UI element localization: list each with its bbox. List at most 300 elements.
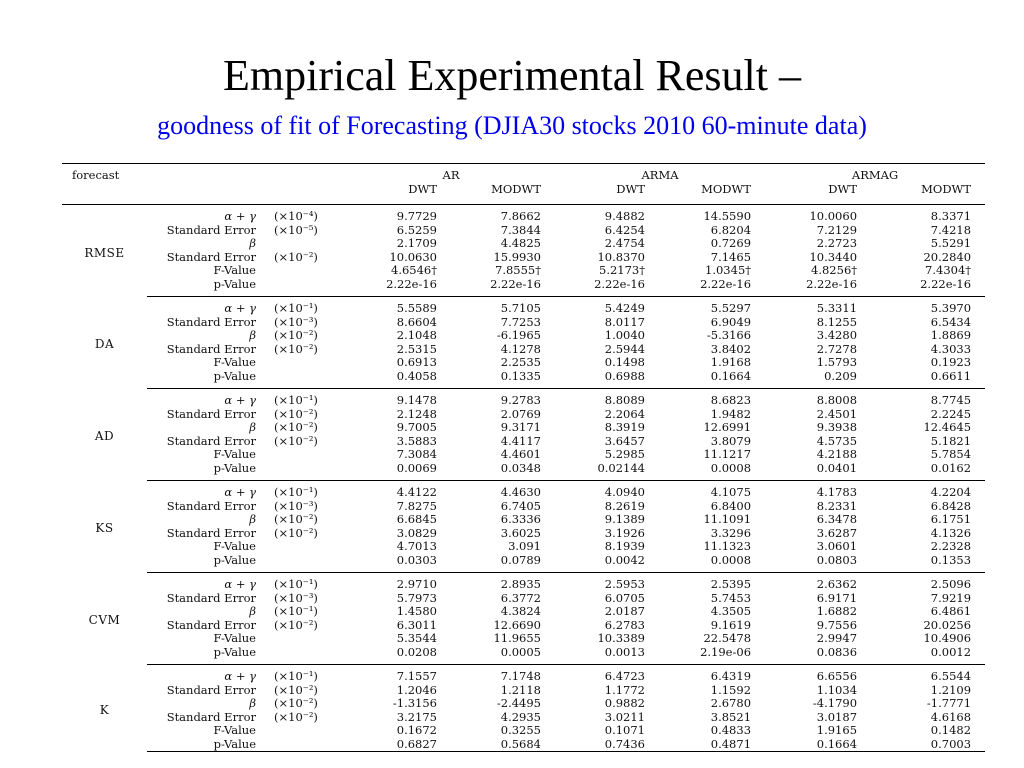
- value-cell: 4.6546†: [391, 263, 437, 277]
- scale-factor: (×10⁻¹): [274, 393, 318, 407]
- table-row: [62, 738, 985, 752]
- value-cell: 3.0601: [816, 539, 858, 553]
- value-cell: 0.0836: [765, 646, 871, 665]
- value-cell: 7.8275: [396, 498, 437, 513]
- value-cell: 4.4630: [500, 485, 541, 499]
- value-cell: 6.9171: [816, 590, 858, 605]
- value-cell: 6.2783: [604, 617, 645, 632]
- stat-label: α + γ: [224, 209, 256, 223]
- stat-label: β: [249, 604, 256, 618]
- value-cell: 15.9930: [493, 249, 541, 264]
- corner-label: forecast: [62, 164, 147, 183]
- value-cell: 3.0211: [604, 709, 645, 724]
- subheader-modwt: MODWT: [451, 182, 555, 205]
- value-cell: 0.0005: [451, 646, 555, 665]
- value-cell: 5.7973: [396, 590, 437, 605]
- value-cell: 6.3478: [816, 512, 858, 526]
- scale-factor: (×10⁻¹): [274, 301, 318, 315]
- stat-label: F-Value: [213, 263, 256, 277]
- value-cell: -4.1790: [812, 696, 858, 710]
- value-cell: 0.6913: [396, 355, 437, 369]
- value-cell: 1.6882: [816, 604, 858, 618]
- scale-factor: (×10⁻²): [274, 433, 318, 448]
- value-cell: 8.1939: [604, 539, 645, 553]
- value-cell: 0.7003: [871, 738, 985, 752]
- table-row: [62, 224, 985, 238]
- table-row: [62, 435, 985, 449]
- scale-factor: [262, 278, 347, 297]
- value-cell: 4.1326: [930, 525, 972, 540]
- value-cell: 2.5096: [930, 577, 972, 591]
- scale-factor: (×10⁻³): [274, 498, 318, 513]
- value-cell: 2.6780: [710, 696, 752, 710]
- value-cell: 0.1923: [930, 355, 972, 369]
- value-cell: 3.8402: [710, 341, 752, 356]
- value-cell: 4.2188: [816, 447, 858, 461]
- table-row: [62, 697, 985, 711]
- value-cell: 1.8869: [930, 328, 972, 342]
- value-cell: 10.8370: [597, 249, 645, 264]
- stat-label: Standard Error: [166, 341, 256, 356]
- value-cell: 2.2328: [930, 539, 972, 553]
- value-cell: 2.22e-16: [765, 278, 871, 297]
- table-row: [62, 237, 985, 251]
- value-cell: -6.1965: [496, 328, 541, 342]
- value-cell: 9.2783: [500, 393, 541, 407]
- value-cell: 0.1482: [930, 723, 972, 737]
- table-row: [62, 513, 985, 527]
- value-cell: 7.9219: [930, 590, 972, 605]
- value-cell: 5.7453: [710, 590, 752, 605]
- slide-title: Empirical Experimental Result –: [223, 51, 801, 100]
- value-cell: 4.4122: [396, 485, 437, 499]
- value-cell: 8.0117: [604, 314, 645, 329]
- value-cell: 9.1478: [396, 393, 437, 407]
- value-cell: 2.9710: [396, 577, 437, 591]
- value-cell: 6.4723: [604, 669, 645, 683]
- value-cell: 1.5793: [816, 355, 858, 369]
- scale-factor: [262, 646, 347, 665]
- value-cell: 11.1217: [703, 447, 752, 461]
- value-cell: 4.4601: [500, 447, 541, 461]
- subheader-modwt: MODWT: [659, 182, 765, 205]
- value-cell: 7.1748: [500, 669, 541, 683]
- value-cell: 10.0060: [809, 209, 858, 223]
- slide-subtitle: goodness of fit of Forecasting (DJIA30 stocks 2010 60-minute data): [157, 111, 867, 140]
- value-cell: 8.8008: [816, 393, 858, 407]
- model-header-ar: AR: [347, 164, 555, 183]
- table-row: [62, 251, 985, 265]
- value-cell: 12.6690: [493, 617, 541, 632]
- scale-factor: (×10⁻²): [274, 249, 318, 264]
- value-cell: 2.8935: [500, 577, 541, 591]
- value-cell: 4.4117: [500, 433, 541, 448]
- value-cell: 4.1075: [710, 485, 752, 499]
- stat-label: β: [249, 236, 256, 250]
- value-cell: 0.209: [765, 370, 871, 389]
- value-cell: 5.5297: [710, 301, 752, 315]
- value-cell: 0.0789: [451, 554, 555, 573]
- table-row: [62, 356, 985, 370]
- value-cell: 4.0940: [604, 485, 645, 499]
- scale-factor: [262, 356, 347, 370]
- stat-label: α + γ: [224, 301, 256, 315]
- metric-label: CVM: [88, 613, 121, 628]
- metric-label: K: [99, 702, 110, 717]
- metric-label: AD: [94, 429, 115, 444]
- value-cell: 0.1071: [604, 723, 645, 737]
- value-cell: 1.0345†: [705, 263, 752, 277]
- value-cell: 2.4501: [816, 406, 858, 421]
- value-cell: 8.3371: [930, 209, 972, 223]
- value-cell: 0.4833: [710, 723, 752, 737]
- value-cell: 6.5434: [930, 314, 972, 329]
- value-cell: 7.7253: [500, 314, 541, 329]
- value-cell: 1.1034: [816, 682, 858, 697]
- stat-label: Standard Error: [166, 590, 256, 605]
- table-body: [62, 205, 985, 752]
- value-cell: 20.0256: [923, 617, 972, 632]
- value-cell: 4.3824: [500, 604, 541, 618]
- scale-factor: [262, 237, 347, 251]
- table-row: [62, 481, 985, 500]
- value-cell: 3.6025: [500, 525, 541, 540]
- value-cell: 2.7278: [816, 341, 858, 356]
- table-row: [62, 297, 985, 316]
- value-cell: 2.0187: [604, 604, 645, 618]
- stat-label: Standard Error: [166, 498, 256, 513]
- value-cell: 10.3440: [809, 249, 858, 264]
- scale-factor: (×10⁻⁵): [274, 222, 318, 237]
- value-cell: 20.2840: [923, 249, 972, 264]
- stat-label: p-Value: [147, 462, 262, 481]
- value-cell: 2.1048: [396, 328, 437, 342]
- value-cell: 0.0348: [451, 462, 555, 481]
- value-cell: 0.1664: [659, 370, 765, 389]
- value-cell: 6.9049: [710, 314, 752, 329]
- value-cell: 5.1821: [930, 433, 972, 448]
- table-row: [62, 389, 985, 408]
- table-row: [62, 448, 985, 462]
- value-cell: 6.4254: [604, 222, 645, 237]
- value-cell: 2.22e-16: [871, 278, 985, 297]
- value-cell: 5.7105: [500, 301, 541, 315]
- scale-factor: (×10⁻³): [274, 314, 318, 329]
- results-table: [62, 163, 985, 752]
- table-row: [62, 278, 985, 297]
- value-cell: 11.1091: [703, 512, 752, 526]
- stat-label: F-Value: [213, 355, 256, 369]
- value-cell: 0.02144: [555, 462, 659, 481]
- value-cell: 2.22e-16: [659, 278, 765, 297]
- value-cell: 6.3772: [500, 590, 541, 605]
- table-row: [62, 462, 985, 481]
- value-cell: 11.9655: [493, 631, 541, 645]
- metric-label: RMSE: [84, 245, 125, 260]
- value-cell: 4.1278: [500, 341, 541, 356]
- stat-label: F-Value: [213, 631, 256, 645]
- stat-label: Standard Error: [166, 314, 256, 329]
- value-cell: 8.8089: [604, 393, 645, 407]
- value-cell: 3.0829: [396, 525, 437, 540]
- value-cell: 4.3505: [710, 604, 752, 618]
- scale-factor: (×10⁻⁴): [274, 209, 318, 223]
- value-cell: 9.7729: [396, 209, 437, 223]
- value-cell: 9.1389: [604, 512, 645, 526]
- value-cell: 3.091: [508, 539, 541, 553]
- value-cell: 0.0042: [555, 554, 659, 573]
- value-cell: 1.0040: [604, 328, 645, 342]
- scale-factor: (×10⁻²): [274, 512, 318, 526]
- value-cell: 10.3389: [597, 631, 645, 645]
- value-cell: 3.2175: [396, 709, 437, 724]
- scale-factor: [262, 724, 347, 738]
- stat-label: p-Value: [147, 554, 262, 573]
- value-cell: 3.5883: [396, 433, 437, 448]
- value-cell: 1.9168: [710, 355, 752, 369]
- table-row: [62, 540, 985, 554]
- stat-label: β: [249, 696, 256, 710]
- stat-label: Standard Error: [166, 249, 256, 264]
- value-cell: 1.2118: [500, 682, 541, 697]
- value-cell: 1.2109: [930, 682, 972, 697]
- value-cell: 0.7269: [710, 236, 752, 250]
- stat-label: α + γ: [224, 393, 256, 407]
- model-header-armag: ARMAG: [765, 164, 985, 183]
- value-cell: 14.5590: [703, 209, 752, 223]
- value-cell: 2.2064: [604, 406, 645, 421]
- value-cell: -1.7771: [926, 696, 972, 710]
- value-cell: 7.2129: [816, 222, 858, 237]
- value-cell: 1.4580: [396, 604, 437, 618]
- table-row: [62, 665, 985, 684]
- value-cell: 8.7745: [930, 393, 972, 407]
- stat-label: p-Value: [147, 278, 262, 297]
- value-cell: 8.2619: [604, 498, 645, 513]
- value-cell: 7.1465: [710, 249, 752, 264]
- value-cell: 0.0008: [659, 554, 765, 573]
- value-cell: 6.1751: [930, 512, 972, 526]
- stat-label: p-Value: [147, 738, 262, 752]
- value-cell: 1.9165: [816, 723, 858, 737]
- scale-factor: (×10⁻²): [274, 406, 318, 421]
- value-cell: 5.3311: [816, 301, 858, 315]
- scale-factor: (×10⁻²): [274, 420, 318, 434]
- value-cell: 12.6991: [703, 420, 752, 434]
- scale-factor: (×10⁻²): [274, 696, 318, 710]
- scale-factor: [262, 540, 347, 554]
- table-row: [62, 619, 985, 633]
- value-cell: 0.6827: [347, 738, 451, 752]
- value-cell: 0.1664: [765, 738, 871, 752]
- value-cell: 8.2331: [816, 498, 858, 513]
- table-row: [62, 632, 985, 646]
- scale-factor: (×10⁻²): [274, 682, 318, 697]
- value-cell: 2.19e-06: [659, 646, 765, 665]
- value-cell: 6.5544: [930, 669, 972, 683]
- value-cell: 2.2245: [930, 406, 972, 421]
- scale-factor: [262, 632, 347, 646]
- scale-factor: (×10⁻²): [274, 525, 318, 540]
- value-cell: 2.22e-16: [555, 278, 659, 297]
- value-cell: 2.5944: [604, 341, 645, 356]
- value-cell: 4.5735: [816, 433, 858, 448]
- value-cell: 0.4871: [659, 738, 765, 752]
- value-cell: 10.0630: [389, 249, 437, 264]
- stat-label: F-Value: [213, 447, 256, 461]
- value-cell: 4.7013: [396, 539, 437, 553]
- value-cell: 12.4645: [923, 420, 972, 434]
- header-row-transforms: [62, 182, 985, 205]
- scale-factor: (×10⁻²): [274, 328, 318, 342]
- value-cell: 4.6168: [930, 709, 972, 724]
- value-cell: 6.5259: [396, 222, 437, 237]
- value-cell: 2.5315: [396, 341, 437, 356]
- value-cell: 4.2935: [500, 709, 541, 724]
- value-cell: 6.8204: [710, 222, 752, 237]
- value-cell: 0.0162: [871, 462, 985, 481]
- scale-factor: [262, 738, 347, 752]
- value-cell: 4.2204: [930, 485, 972, 499]
- scale-factor: [262, 462, 347, 481]
- scale-factor: [262, 264, 347, 278]
- subheader-dwt: DWT: [347, 182, 451, 205]
- value-cell: 0.0803: [765, 554, 871, 573]
- value-cell: 3.0187: [816, 709, 858, 724]
- table-row: [62, 408, 985, 422]
- table-row: [62, 343, 985, 357]
- table-row: [62, 500, 985, 514]
- table-row: [62, 711, 985, 725]
- table-row: [62, 205, 985, 224]
- value-cell: 10.4906: [923, 631, 972, 645]
- value-cell: 5.2173†: [599, 263, 645, 277]
- value-cell: 7.3084: [396, 447, 437, 461]
- value-cell: 5.4249: [604, 301, 645, 315]
- stat-label: Standard Error: [166, 709, 256, 724]
- value-cell: 8.6604: [396, 314, 437, 329]
- value-cell: 6.8428: [930, 498, 972, 513]
- value-cell: 0.6611: [871, 370, 985, 389]
- value-cell: 3.3296: [710, 525, 752, 540]
- value-cell: 5.3544: [396, 631, 437, 645]
- value-cell: 6.4319: [710, 669, 752, 683]
- value-cell: 0.0303: [347, 554, 451, 573]
- value-cell: 3.6287: [816, 525, 858, 540]
- value-cell: 4.8256†: [811, 263, 858, 277]
- stat-label: p-Value: [147, 646, 262, 665]
- value-cell: 22.5478: [703, 631, 752, 645]
- value-cell: 6.8400: [710, 498, 752, 513]
- value-cell: 6.3011: [396, 617, 437, 632]
- value-cell: 2.2723: [816, 236, 858, 250]
- value-cell: 0.1353: [871, 554, 985, 573]
- table-row: [62, 573, 985, 592]
- value-cell: 2.9947: [816, 631, 858, 645]
- value-cell: 0.0208: [347, 646, 451, 665]
- scale-factor: (×10⁻¹): [274, 669, 318, 683]
- table-row: [62, 684, 985, 698]
- value-cell: 0.0069: [347, 462, 451, 481]
- value-cell: 3.1926: [604, 525, 645, 540]
- subheader-modwt: MODWT: [871, 182, 985, 205]
- stat-label: Standard Error: [166, 682, 256, 697]
- value-cell: 9.1619: [710, 617, 752, 632]
- value-cell: 0.3255: [500, 723, 541, 737]
- value-cell: -5.3166: [706, 328, 752, 342]
- value-cell: 1.2046: [396, 682, 437, 697]
- value-cell: 9.4882: [604, 209, 645, 223]
- scale-factor: [262, 370, 347, 389]
- value-cell: 0.1672: [396, 723, 437, 737]
- value-cell: 0.0008: [659, 462, 765, 481]
- value-cell: 2.2535: [500, 355, 541, 369]
- value-cell: 2.22e-16: [347, 278, 451, 297]
- value-cell: 7.3844: [500, 222, 541, 237]
- value-cell: 0.0012: [871, 646, 985, 665]
- stat-label: Standard Error: [166, 222, 256, 237]
- table-row: [62, 329, 985, 343]
- value-cell: 0.6988: [555, 370, 659, 389]
- table-row: [62, 370, 985, 389]
- stat-label: α + γ: [224, 485, 256, 499]
- subheader-dwt: DWT: [765, 182, 871, 205]
- stat-label: p-Value: [147, 370, 262, 389]
- scale-factor: [262, 448, 347, 462]
- stat-label: Standard Error: [166, 525, 256, 540]
- header-row-models: [62, 164, 985, 183]
- stat-label: F-Value: [213, 723, 256, 737]
- value-cell: 2.1248: [396, 406, 437, 421]
- value-cell: 9.3171: [500, 420, 541, 434]
- value-cell: 7.8662: [500, 209, 541, 223]
- value-cell: 6.7405: [500, 498, 541, 513]
- table-row: [62, 264, 985, 278]
- stat-label: β: [249, 328, 256, 342]
- value-cell: -2.4495: [496, 696, 541, 710]
- value-cell: -1.3156: [392, 696, 437, 710]
- value-cell: 0.4058: [347, 370, 451, 389]
- scale-factor: (×10⁻²): [274, 341, 318, 356]
- value-cell: 6.3336: [500, 512, 541, 526]
- value-cell: 0.5684: [451, 738, 555, 752]
- table-row: [62, 646, 985, 665]
- table-row: [62, 527, 985, 541]
- value-cell: 0.9882: [604, 696, 645, 710]
- stat-label: β: [249, 512, 256, 526]
- value-cell: 3.6457: [604, 433, 645, 448]
- value-cell: 11.1323: [703, 539, 752, 553]
- metric-label: DA: [94, 337, 115, 352]
- table-row: [62, 554, 985, 573]
- scale-factor: (×10⁻²): [274, 709, 318, 724]
- table-row: [62, 592, 985, 606]
- value-cell: 6.0705: [604, 590, 645, 605]
- value-cell: 6.4861: [930, 604, 972, 618]
- subheader-dwt: DWT: [555, 182, 659, 205]
- value-cell: 5.5589: [396, 301, 437, 315]
- stat-label: α + γ: [224, 577, 256, 591]
- value-cell: 5.2985: [604, 447, 645, 461]
- value-cell: 2.0769: [500, 406, 541, 421]
- model-header-arma: ARMA: [555, 164, 765, 183]
- value-cell: 7.8555†: [495, 263, 541, 277]
- stat-label: F-Value: [213, 539, 256, 553]
- value-cell: 0.0013: [555, 646, 659, 665]
- stat-label: α + γ: [224, 669, 256, 683]
- scale-factor: (×10⁻²): [274, 617, 318, 632]
- scale-factor: (×10⁻¹): [274, 604, 318, 618]
